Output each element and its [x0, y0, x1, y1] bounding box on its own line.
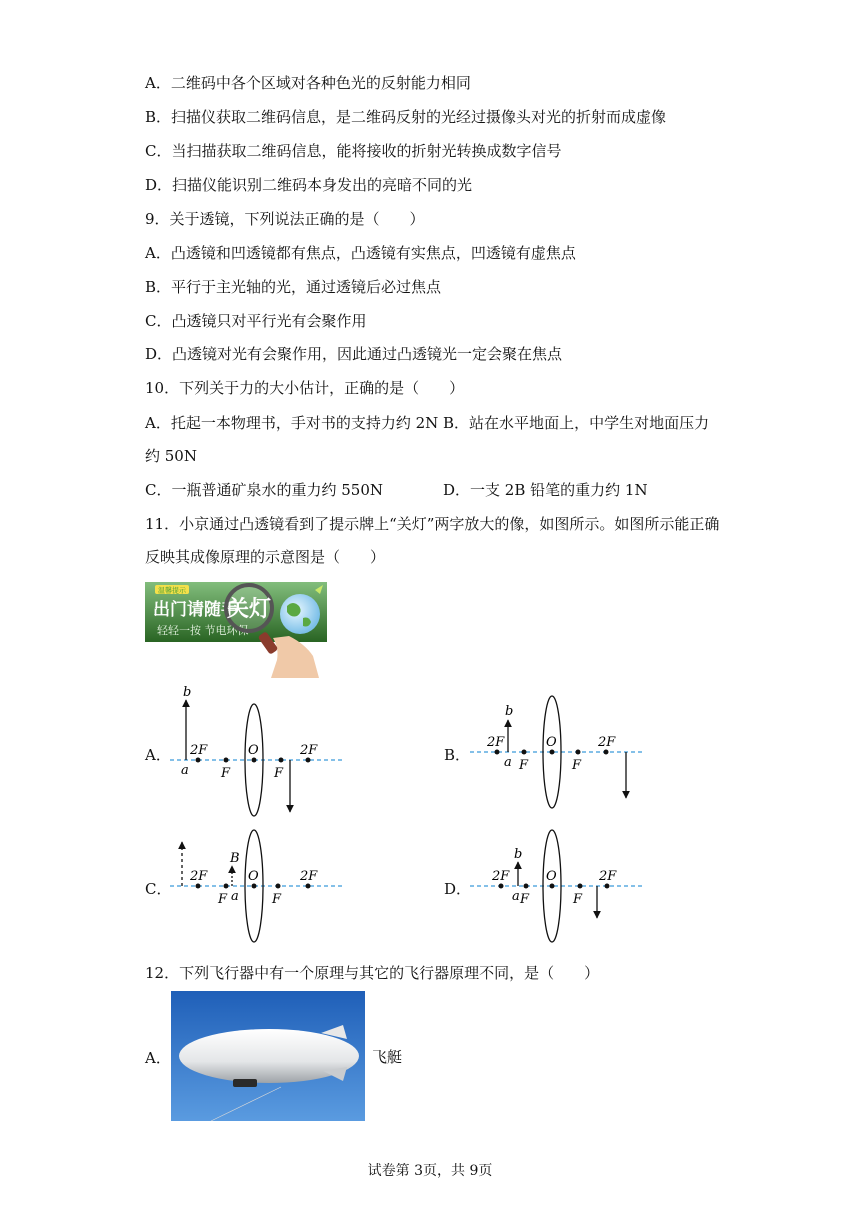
q11-option-c-label: C． [145, 880, 172, 898]
q10-option-d: D．一支 2B 铅笔的重力约 1N [443, 481, 648, 499]
q9-option-c: C．凸透镜只对平行光有会聚作用 [145, 312, 367, 330]
svg-text:F: F [520, 892, 530, 907]
svg-text:O: O [546, 735, 557, 750]
q8-option-b: B．扫描仪获取二维码信息，是二维码反射的光经过摄像头对光的折射而成虚像 [145, 108, 667, 126]
q12-option-a-caption: 飞艇 [372, 1048, 403, 1066]
svg-text:b: b [183, 685, 192, 700]
svg-text:2F: 2F [300, 869, 318, 884]
svg-text:2F: 2F [300, 743, 318, 758]
q9-option-a: A．凸透镜和凹透镜都有焦点，凸透镜有实焦点，凹透镜有虚焦点 [145, 244, 576, 262]
svg-text:a: a [231, 889, 239, 904]
sign-sub-text: 轻轻一按 节电环保 [157, 624, 249, 637]
q12-option-a-label: A． [145, 1049, 171, 1067]
svg-text:O: O [248, 869, 259, 884]
q11-option-d-label: D． [444, 880, 472, 898]
q9-stem: 9．关于透镜，下列说法正确的是（ ） [145, 210, 425, 228]
q11-stem-line1: 11．小京通过凸透镜看到了提示牌上“关灯”两字放大的像，如图所示。如图所示能正确 [145, 515, 720, 533]
svg-text:b: b [514, 847, 523, 862]
svg-text:F: F [519, 758, 529, 773]
svg-text:a: a [504, 755, 512, 770]
svg-text:B: B [230, 851, 240, 866]
svg-text:F: F [218, 892, 228, 907]
svg-text:a: a [512, 889, 520, 904]
q8-option-d: D．扫描仪能识别二维码本身发出的亮暗不同的光 [145, 176, 473, 194]
svg-text:2F: 2F [492, 869, 510, 884]
svg-text:O: O [248, 743, 259, 758]
svg-text:b: b [505, 704, 514, 719]
page-footer: 试卷第 3页，共 9页 [367, 1163, 493, 1179]
svg-text:a: a [181, 763, 189, 778]
svg-text:F: F [274, 766, 284, 781]
q11-option-b-label: B． [444, 746, 471, 764]
q10-options-ab: A．托起一本物理书，手对书的支持力约 2N B．站在水平地面上，中学生对地面压力 [145, 414, 710, 432]
sign-badge: 温馨提示 [158, 586, 186, 595]
svg-text:2F: 2F [599, 869, 617, 884]
lens-diagrams [0, 680, 860, 950]
sign-main-text: 出门请随手 [153, 600, 238, 620]
svg-text:F: F [573, 892, 583, 907]
q8-option-c: C．当扫描获取二维码信息，能将接收的折射光转换成数字信号 [145, 142, 562, 160]
q11-option-a-label: A． [145, 746, 171, 764]
diagram-d [470, 830, 642, 942]
diagram-b [470, 696, 642, 808]
q9-option-b: B．平行于主光轴的光，通过透镜后必过焦点 [145, 278, 442, 296]
svg-text:2F: 2F [487, 735, 505, 750]
svg-text:F: F [272, 892, 282, 907]
svg-text:2F: 2F [190, 869, 208, 884]
q11-stem-line2: 反映其成像原理的示意图是（ ） [145, 548, 386, 566]
sign-photo [145, 582, 327, 678]
q10-option-b-cont: 约 50N [145, 447, 197, 465]
svg-text:F: F [572, 758, 582, 773]
svg-text:2F: 2F [190, 743, 208, 758]
diagram-c [170, 830, 345, 942]
svg-text:2F: 2F [598, 735, 616, 750]
airship-photo [171, 991, 365, 1121]
svg-text:O: O [546, 869, 557, 884]
sign-magnified-text: 关灯 [226, 596, 272, 622]
q8-option-a: A．二维码中各个区域对各种色光的反射能力相同 [145, 74, 471, 92]
q12-stem: 12．下列飞行器中有一个原理与其它的飞行器原理不同，是（ ） [145, 964, 600, 982]
diagram-a [170, 685, 345, 816]
q10-stem: 10．下列关于力的大小估计，正确的是（ ） [145, 379, 465, 397]
q10-option-c: C．一瓶普通矿泉水的重力约 550N [145, 481, 384, 499]
q9-option-d: D．凸透镜对光有会聚作用，因此通过凸透镜光一定会聚在焦点 [145, 345, 563, 363]
svg-text:F: F [221, 766, 231, 781]
